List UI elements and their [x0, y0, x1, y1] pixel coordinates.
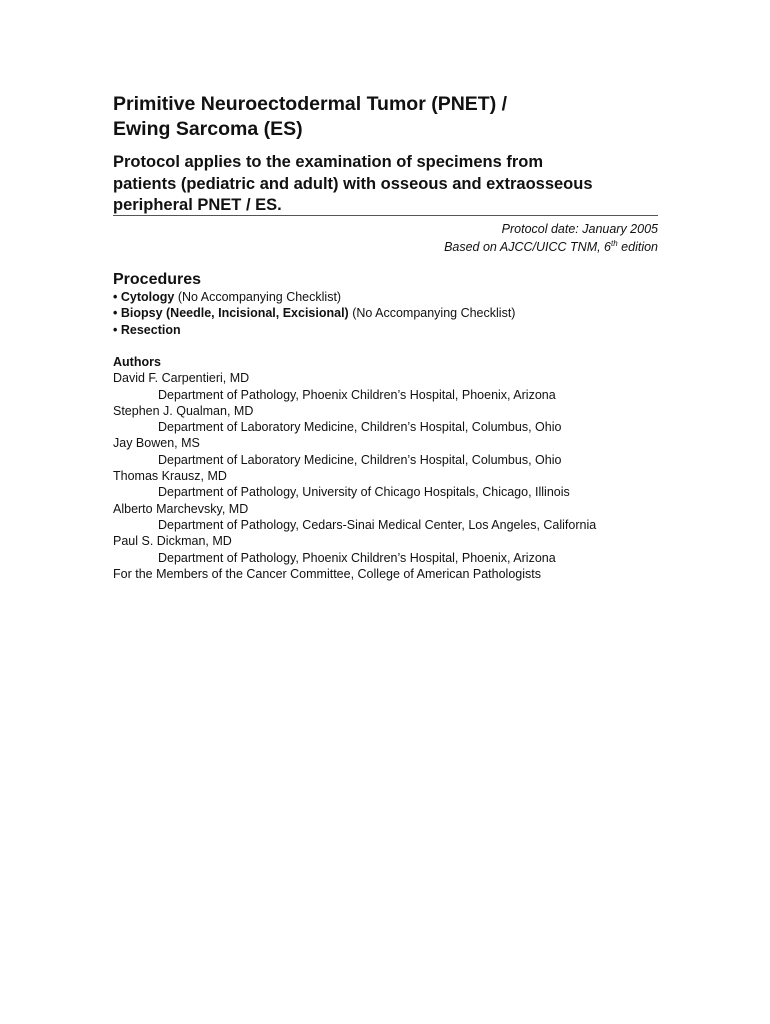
authors-heading: Authors	[113, 355, 161, 369]
scope-line-3: peripheral PNET / ES.	[113, 196, 282, 214]
protocol-meta	[444, 221, 658, 256]
procedure-note: (No Accompanying Checklist)	[174, 290, 342, 304]
author-name: Jay Bowen, MS	[113, 436, 200, 451]
protocol-date: Protocol date: January 2005	[501, 222, 658, 236]
author-affiliation: Department of Pathology, University of Chicago Hospitals, Chicago, Illinois	[158, 485, 570, 500]
author-affiliation: Department of Pathology, Phoenix Children’s Hospital, Phoenix, Arizona	[158, 387, 556, 402]
procedure-item	[113, 305, 515, 321]
based-on-prefix: Based on AJCC/UICC TNM, 6	[444, 239, 612, 254]
procedure-item	[113, 322, 515, 338]
procedures-heading: Procedures	[113, 271, 202, 288]
procedure-name: Cytology	[120, 290, 175, 304]
title-line-2: Ewing Sarcoma (ES)	[113, 118, 303, 140]
author-name: David F. Carpentieri, MD	[113, 371, 250, 386]
author-name: Alberto Marchevsky, MD	[113, 501, 249, 516]
procedures-list	[113, 289, 515, 338]
author-affiliation: Department of Pathology, Cedars-Sinai Medical Center, Los Angeles, California	[158, 517, 597, 532]
procedure-bullet: •	[113, 306, 121, 321]
authors-section	[113, 354, 596, 582]
procedure-name: Biopsy (Needle, Incisional, Excisional)	[120, 306, 349, 321]
procedure-item	[113, 289, 515, 305]
edition-superscript: th	[611, 238, 618, 248]
scope-line-1: Protocol applies to the examination of specimens from	[113, 153, 543, 171]
based-on-suffix: edition	[617, 239, 658, 254]
author-affiliation: Department of Pathology, Phoenix Children’s Hospital, Phoenix, Arizona	[158, 550, 556, 565]
procedure-bullet: •	[113, 290, 121, 304]
author-name: Thomas Krausz, MD	[113, 469, 227, 484]
document-title	[113, 92, 673, 142]
divider	[113, 215, 658, 216]
authors-footer: For the Members of the Cancer Committee, College of American Pathologists	[113, 566, 541, 581]
scope-line-2: patients (pediatric and adult) with osseous and extraosseous	[113, 174, 593, 193]
protocol-scope	[113, 152, 658, 217]
author-name: Stephen J. Qualman, MD	[113, 403, 254, 418]
based-on	[444, 239, 658, 257]
author-affiliation: Department of Laboratory Medicine, Children’s Hospital, Columbus, Ohio	[158, 420, 562, 435]
procedure-note: (No Accompanying Checklist)	[348, 306, 516, 321]
procedure-name: Resection	[120, 322, 181, 337]
title-line-1: Primitive Neuroectodermal Tumor (PNET) /	[113, 93, 508, 115]
procedure-bullet: •	[113, 322, 121, 337]
author-name: Paul S. Dickman, MD	[113, 534, 232, 549]
author-affiliation: Department of Laboratory Medicine, Children’s Hospital, Columbus, Ohio	[158, 452, 562, 467]
